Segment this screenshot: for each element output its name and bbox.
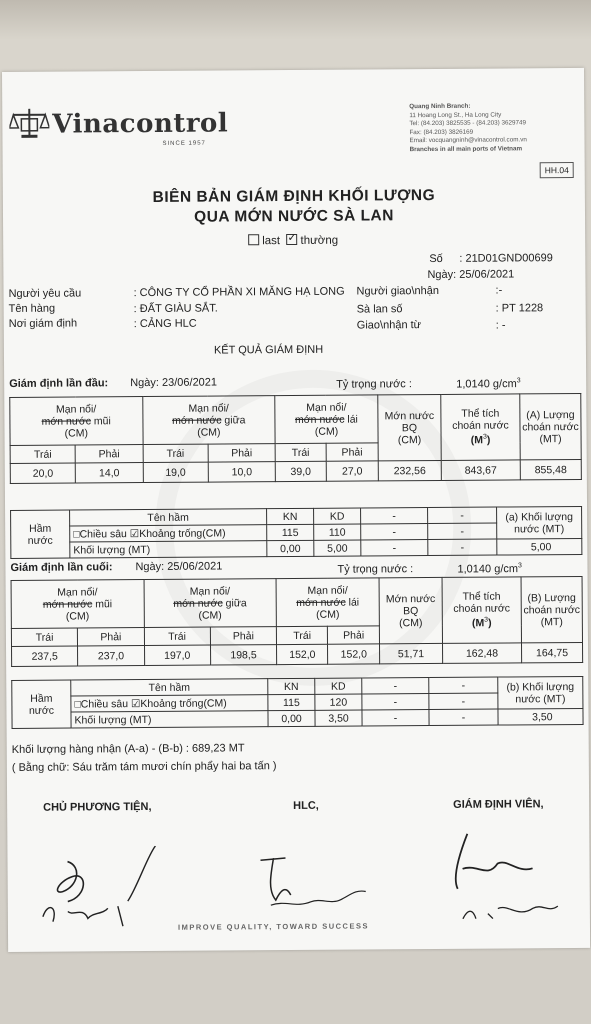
deliverer-label: Người giao\nhận: [356, 284, 440, 298]
hdr-text-strike: mớn nước: [173, 596, 223, 610]
kn-hdr: KN: [267, 508, 314, 524]
hdr-text: (MT): [540, 615, 563, 628]
hdr-vol: [441, 394, 520, 461]
hdr-text: choán nước: [453, 602, 510, 616]
type-options: [248, 234, 338, 248]
hdr-stern: [276, 578, 379, 627]
branch-line: 11 Hoang Long St., Ha Long City: [409, 111, 502, 119]
weight-label: Khối lượng (MT): [70, 541, 267, 558]
hlc-signature: [255, 849, 380, 920]
hdr-text: choán nước: [522, 420, 579, 433]
hdr-text-strike: mớn nước: [172, 413, 222, 427]
scales-logo-icon: [9, 106, 49, 140]
value-cell: 843,67: [441, 460, 520, 481]
requester-value: : CÔNG TY CỔ PHẦN XI MĂNG HẠ LONG: [133, 285, 345, 300]
dash-cell: -: [361, 508, 428, 524]
depth-kd: 120: [315, 694, 362, 710]
hdr-text: Mạn nổi/: [55, 402, 97, 416]
branch-line: Tel: (84.203) 3825535 - (84.203) 3629749: [409, 119, 526, 128]
hdr-text: Mạn nổi/: [307, 584, 348, 597]
col-right: Phải: [78, 628, 144, 646]
hdr-text: (CM): [399, 616, 423, 629]
dash-cell: -: [429, 693, 498, 709]
dash-cell: -: [429, 677, 498, 693]
hdr-mid: [142, 396, 275, 445]
depth-kn: 115: [267, 524, 314, 540]
initial-tank-table: [10, 506, 582, 559]
hlc-heading: HLC,: [293, 799, 319, 812]
dash-cell: -: [428, 507, 497, 523]
dash-cell: -: [362, 678, 429, 694]
hdr-vol: [442, 577, 521, 644]
hdr-sup: 3: [484, 616, 489, 624]
tank-result-value: 5,00: [497, 538, 582, 555]
weight-kd: 5,00: [314, 540, 361, 556]
hdr-text-strike: mớn nước: [294, 413, 345, 426]
value-cell: 39,0: [275, 461, 326, 481]
hdr-text: lái: [345, 596, 360, 609]
hdr-text: lái: [344, 413, 358, 426]
surveyor-heading: GIÁM ĐỊNH VIÊN,: [453, 798, 544, 811]
hdr-text: Thể tích: [461, 407, 500, 421]
tank-label: [12, 680, 71, 728]
value-cell: 232,56: [378, 460, 441, 480]
value-cell: 51,71: [379, 643, 442, 663]
dash-cell: -: [428, 523, 497, 539]
hdr-text: BQ: [403, 604, 419, 617]
depth-kn: 115: [268, 694, 315, 710]
hdr-text: (MT): [539, 432, 562, 445]
value-cell: 20,0: [10, 463, 76, 483]
tank-label: [11, 510, 70, 558]
summary-words: ( Bằng chữ: Sáu trăm tám mươi chín phẩy hai ba tấn ): [11, 760, 277, 774]
hdr-result: [521, 576, 583, 642]
density-sup: 3: [516, 377, 521, 385]
weight-label: Khối lượng (MT): [71, 711, 268, 728]
requester-label: Người yêu cầu: [8, 287, 82, 300]
weight-kn: 0,00: [268, 710, 315, 726]
hdr-text: ): [488, 617, 492, 630]
hdr-text-strike: mớn nước: [42, 597, 93, 611]
value-cell: 198,5: [210, 645, 276, 665]
kn-hdr: KN: [268, 678, 315, 694]
dash-cell: -: [428, 539, 497, 555]
value-cell: 237,5: [12, 646, 78, 666]
value-cell: 152,0: [277, 644, 329, 664]
col-left: Trái: [275, 443, 326, 461]
hdr-bow: [10, 397, 143, 446]
barge-label: Sà lan số: [356, 303, 403, 316]
summary-total: Khối lượng hàng nhận (A-a) - (B-b) : 689,23 MT: [11, 742, 245, 756]
density-text: 1,0140 g/cm: [456, 378, 517, 391]
doc-date: Ngày: 25/06/2021: [427, 268, 515, 282]
depth-kd: 110: [314, 524, 361, 540]
place-value: : CẢNG HLC: [133, 317, 197, 331]
tank-result-text: (a) Khối lượng: [505, 510, 573, 523]
footer-slogan: IMPROVE QUALITY, TOWARD SUCCESS: [177, 921, 369, 932]
col-left: Trái: [10, 445, 75, 463]
last-label: last: [262, 235, 281, 248]
deliverer-value: :-: [495, 284, 503, 297]
branch-info: [409, 102, 527, 154]
brand-since: SINCE 1957: [162, 140, 206, 147]
hdr-avg: [378, 394, 441, 460]
col-right: Phải: [208, 444, 275, 462]
owner-heading: CHỦ PHƯƠNG TIỆN,: [43, 800, 152, 814]
weight-kd: 3,50: [315, 710, 362, 726]
value-cell: 162,48: [442, 643, 521, 664]
col-left: Trái: [11, 628, 77, 646]
initial-density-label: Tỷ trọng nước :: [336, 378, 412, 391]
hdr-avg: [379, 577, 442, 643]
hdr-unit: (CM): [197, 425, 221, 439]
hdr-bow: [11, 580, 144, 629]
tank-result-label: [497, 506, 582, 539]
place-label: Nơi giám định: [8, 317, 78, 330]
hdr-text: ): [486, 434, 491, 447]
value-cell: 164,75: [521, 642, 582, 662]
value-cell: 19,0: [143, 462, 209, 482]
value-cell: 855,48: [520, 459, 581, 479]
result-title: KẾT QUẢ GIÁM ĐỊNH: [213, 343, 324, 357]
col-left: Trái: [276, 626, 328, 644]
tank-label-text: nước: [28, 704, 54, 717]
hdr-text: Mạn nổi/: [306, 401, 347, 414]
final-label: Giám định lần cuối:: [10, 561, 113, 574]
initial-density-value: [456, 377, 521, 390]
weight-kn: 0,00: [267, 540, 314, 556]
last-checkbox[interactable]: [248, 234, 259, 245]
normal-label: thường: [300, 234, 339, 247]
branch-line: Fax: (84.203) 3826169: [409, 128, 474, 136]
hdr-stern: [275, 395, 378, 444]
kd-hdr: KD: [314, 508, 361, 524]
hdr-text: Thể tích: [462, 590, 501, 604]
col-left: Trái: [143, 444, 208, 462]
depth-label: □Chiều sâu ☑Khoảng trống(CM): [70, 525, 267, 542]
hdr-text: giữa: [221, 413, 246, 426]
value-cell: 10,0: [208, 462, 275, 482]
tank-label-text: Hầm: [30, 692, 53, 705]
hdr-text: Mạn nổi/: [189, 584, 231, 598]
value-cell: 197,0: [144, 645, 210, 665]
hdr-text: (B) Lượng: [527, 591, 576, 604]
col-right: Phải: [210, 627, 276, 645]
branch-line: Branches in all main ports of Vietnam: [409, 144, 523, 153]
final-draft-table: [11, 576, 584, 667]
form-code: HH.04: [540, 162, 574, 178]
initial-date: Ngày: 23/06/2021: [130, 376, 218, 390]
branch-line: Email: vocquangninh@vinacontrol.com.vn: [409, 136, 527, 145]
hdr-text: (CM): [397, 433, 422, 446]
hdr-text: giữa: [222, 596, 247, 609]
hdr-text: mũi: [92, 597, 113, 610]
final-density-label: Tỷ trọng nước :: [337, 563, 414, 576]
from-label: Giao\nhận từ: [356, 319, 422, 332]
depth-label: □Chiều sâu ☑Khoảng trống(CM): [71, 695, 268, 712]
tank-result-text: nước (MT): [515, 692, 566, 705]
dash-cell: -: [362, 694, 429, 710]
density-text: 1,0140 g/cm: [457, 563, 519, 576]
hdr-text: (M: [470, 434, 484, 447]
hdr-unit: (CM): [64, 426, 89, 440]
col-right: Phải: [326, 443, 378, 461]
goods-label: Tên hàng: [8, 302, 56, 315]
tank-result-value: 3,50: [498, 708, 583, 725]
hdr-unit: (CM): [65, 609, 90, 623]
hdr-unit: (CM): [198, 608, 222, 622]
hdr-text: (A) Lượng: [526, 408, 575, 421]
final-tank-table: [11, 676, 583, 729]
tank-result-text: (b) Khối lượng: [506, 680, 575, 693]
col-left: Trái: [144, 627, 210, 645]
hdr-unit: (CM): [314, 425, 339, 438]
hdr-text: Mạn nổi/: [188, 401, 229, 415]
initial-draft-table: [9, 393, 582, 484]
surveyor-signature: [437, 828, 573, 929]
hdr-text: (M: [471, 617, 485, 630]
hdr-text: choán nước: [523, 603, 581, 616]
value-cell: 14,0: [76, 463, 143, 483]
hdr-text: Mớn nước: [385, 592, 436, 605]
value-cell: 27,0: [326, 461, 378, 481]
dash-cell: -: [362, 710, 429, 726]
brand-name: Vinacontrol: [52, 108, 229, 140]
hdr-text: Mớn nước: [384, 409, 435, 422]
hdr-mid: [144, 579, 277, 628]
branch-line: Quang Ninh Branch:: [409, 102, 471, 111]
initial-label: Giám định lần đầu:: [9, 377, 109, 390]
col-right: Phải: [75, 445, 142, 463]
hdr-text: mũi: [90, 414, 111, 427]
value-cell: 152,0: [328, 644, 380, 664]
final-density-value: [457, 562, 522, 575]
col-right: Phải: [328, 626, 380, 644]
doc-number: : 21D01GND00699: [459, 252, 553, 265]
doc-title: BIÊN BẢN GIÁM ĐỊNH KHỐI LƯỢNG: [152, 186, 436, 206]
final-date: Ngày: 25/06/2021: [135, 560, 223, 574]
hdr-result: [520, 393, 582, 459]
hdr-text: choán nước: [452, 419, 509, 433]
doc-subtitle: QUA MỚN NƯỚC SÀ LAN: [194, 207, 394, 226]
dash-cell: -: [361, 524, 428, 540]
doc-number-label: Số: [429, 252, 443, 266]
tank-result-text: nước (MT): [514, 522, 565, 535]
owner-signature: [27, 846, 158, 937]
survey-document: [2, 68, 590, 952]
hdr-text-strike: mớn nước: [296, 596, 346, 609]
hdr-text: Mạn nổi/: [57, 585, 98, 599]
dash-cell: -: [361, 540, 428, 556]
hdr-text-strike: mớn nước: [41, 414, 92, 428]
tank-label-text: Hầm: [29, 522, 52, 535]
value-cell: 237,0: [78, 646, 144, 666]
from-value: : -: [495, 319, 506, 332]
hdr-text: BQ: [401, 421, 418, 434]
barge-value: : PT 1228: [495, 302, 544, 315]
dash-cell: -: [429, 709, 498, 725]
density-sup: 3: [517, 562, 522, 570]
goods-value: : ĐẤT GIÀU SẮT.: [133, 302, 218, 316]
hdr-unit: (CM): [316, 608, 340, 621]
hdr-sup: 3: [482, 433, 487, 441]
kd-hdr: KD: [315, 678, 362, 694]
tank-result-label: [498, 676, 583, 709]
tank-name-hdr: Tên hầm: [71, 679, 268, 696]
tank-label-text: nước: [27, 534, 53, 547]
tank-name-hdr: Tên hầm: [70, 509, 267, 526]
normal-checkbox[interactable]: [286, 234, 297, 245]
